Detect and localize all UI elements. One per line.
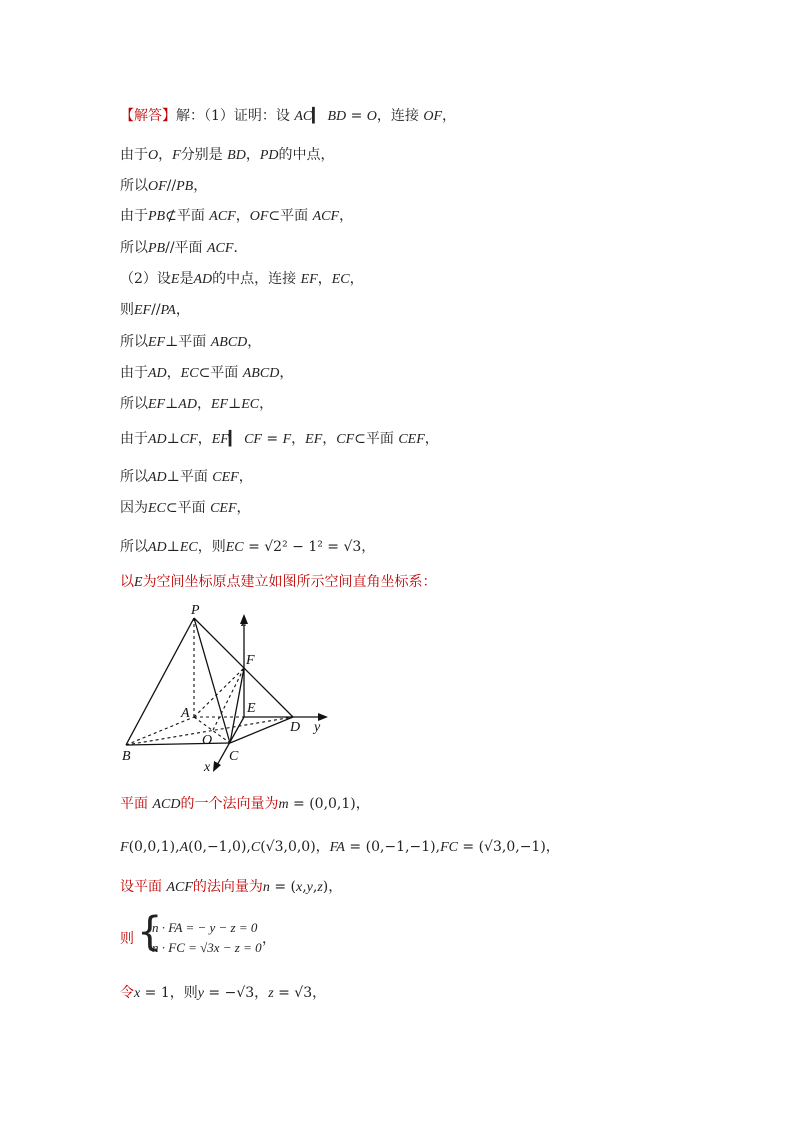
text-run: z: [268, 986, 274, 1001]
text-run: 因为: [120, 500, 148, 516]
text-run: y: [306, 880, 313, 895]
text-line-l15: [120, 573, 437, 592]
text-run: ,: [302, 879, 307, 895]
text-run: ⊂平面: [198, 365, 243, 381]
text-run: EC: [179, 540, 198, 555]
text-run: 由于: [120, 431, 148, 447]
text-line-l8: [120, 333, 261, 352]
text-run: = (√3,0,−1)，: [457, 839, 560, 855]
text-run: AD: [178, 397, 197, 412]
text-run: AD: [148, 366, 167, 381]
text-run: EC: [331, 272, 350, 287]
text-run: = (0,−1,−1),: [344, 839, 441, 855]
text-run: = √3，: [273, 985, 327, 1001]
system-row-1: n · FA = − y − z = 0: [152, 920, 258, 935]
text-run: F: [120, 840, 129, 855]
text-run: 的中点，: [278, 147, 335, 163]
text-run: CEF: [210, 501, 237, 516]
text-run: ⊂平面: [268, 208, 313, 224]
text-run: ，: [245, 147, 260, 163]
text-run: 设平面: [120, 879, 167, 895]
text-run: ，: [424, 431, 439, 447]
text-run: 由于: [120, 147, 148, 163]
text-line-l20: [120, 984, 326, 1003]
text-run: PB: [176, 179, 194, 194]
text-run: ⊂平面: [165, 500, 211, 516]
text-run: ，: [279, 365, 294, 381]
text-run: 的一个法向量为: [180, 796, 279, 812]
text-run: m: [278, 797, 289, 812]
text-run: CF: [179, 432, 198, 447]
text-run: ACF: [312, 209, 340, 224]
text-run: ABCD: [210, 335, 248, 350]
label-C: C: [229, 749, 239, 764]
text-run: 所以: [120, 539, 148, 555]
edge-BA-dashed: [126, 717, 194, 745]
text-run: BD: [327, 109, 347, 124]
text-run: 的中点，连接: [212, 271, 301, 287]
edge-PB: [126, 618, 194, 745]
system-suffix: ，: [262, 931, 276, 947]
text-run: C: [250, 840, 261, 855]
text-line-l18: [120, 878, 342, 897]
text-run: y: [197, 986, 204, 1001]
text-run: ▎: [228, 431, 245, 447]
edge-CD: [230, 717, 293, 743]
label-O: O: [202, 733, 213, 748]
text-run: //平面: [165, 240, 207, 256]
text-run: ACD: [152, 797, 181, 812]
label-P: P: [191, 603, 200, 618]
label-z: z: [241, 615, 247, 630]
text-run: CF: [244, 432, 262, 447]
text-run: (√3,0,0)，: [260, 839, 330, 855]
text-run: ，: [442, 108, 457, 124]
pyramid-figure: [118, 600, 348, 775]
text-run: 以: [120, 574, 134, 590]
text-run: （2）设: [120, 271, 171, 287]
text-run: F: [172, 148, 181, 163]
text-run: FC: [440, 840, 458, 855]
text-run: 所以: [120, 240, 148, 256]
text-run: ABCD: [242, 366, 280, 381]
text-line-l12: [120, 468, 253, 487]
text-run: 为空间坐标原点建立如图所示空间直角坐标系：: [142, 574, 437, 590]
text-line-l5: [120, 239, 247, 258]
text-run: ⊥: [165, 396, 179, 412]
text-run: EF: [211, 432, 229, 447]
text-run: 的法向量为: [192, 879, 263, 895]
text-run: = (: [269, 879, 296, 895]
text-line-l17: [120, 838, 560, 857]
text-run: 所以: [120, 178, 148, 194]
text-run: = √2² − 1² = √3，: [243, 539, 376, 555]
text-run: AD: [193, 272, 213, 287]
text-run: EF: [210, 397, 229, 412]
text-run: ，: [236, 500, 251, 516]
text-line-l14: [120, 538, 375, 557]
text-run: ACF: [207, 241, 234, 256]
text-run: (0,−1,0),: [188, 839, 251, 855]
text-run: ，: [235, 208, 250, 224]
text-run: O: [366, 109, 377, 124]
label-x: x: [204, 760, 211, 775]
text-run: //: [151, 302, 161, 318]
text-run: x: [296, 880, 303, 895]
text-run: ．: [233, 240, 248, 256]
label-E: E: [247, 701, 256, 716]
text-run: 令: [120, 985, 134, 1001]
system-prefix: 则: [120, 931, 134, 947]
label-D: D: [290, 720, 301, 735]
text-run: ⊥: [228, 396, 242, 412]
text-run: ，则: [197, 539, 226, 555]
text-run: AC: [294, 109, 313, 124]
text-run: x: [134, 986, 141, 1001]
text-run: EC: [241, 397, 260, 412]
text-run: ，: [158, 147, 173, 163]
text-run: 平面: [120, 796, 153, 812]
text-run: ，: [259, 396, 274, 412]
text-run: EC: [225, 540, 244, 555]
text-run: 所以: [120, 334, 148, 350]
label-B: B: [122, 749, 131, 764]
text-run: OF: [249, 209, 269, 224]
text-run: ，: [291, 431, 306, 447]
text-line-l9: [120, 364, 293, 383]
text-run: ，: [196, 396, 211, 412]
text-line-l11: [120, 430, 439, 449]
text-run: EF: [148, 335, 166, 350]
text-run: AD: [148, 432, 167, 447]
text-run: =: [346, 108, 367, 124]
text-line-l13: [120, 499, 251, 518]
text-run: E: [170, 272, 180, 287]
text-line-l4: [120, 207, 353, 226]
text-run: 由于: [120, 208, 148, 224]
text-run: //: [166, 178, 177, 194]
text-run: ，: [349, 271, 364, 287]
text-run: ，: [175, 302, 190, 318]
text-run: CEF: [398, 432, 425, 447]
text-run: (0,0,1),: [128, 839, 180, 855]
text-run: 解：（1）证明：设: [176, 108, 295, 124]
text-run: E: [134, 575, 143, 590]
system-row-2: n · FC = √3x − z = 0: [152, 940, 262, 955]
text-run: ⊥平面: [165, 334, 211, 350]
text-run: 则: [120, 302, 134, 318]
text-run: ACF: [166, 880, 193, 895]
text-run: F: [282, 432, 292, 447]
text-run: CF: [336, 432, 355, 447]
text-run: AD: [148, 470, 167, 485]
text-run: ，: [197, 431, 212, 447]
text-run: OF: [148, 179, 167, 194]
text-run: ⊄平面: [165, 208, 210, 224]
label-A: A: [181, 706, 190, 721]
text-run: )，: [322, 879, 343, 895]
text-run: ,: [312, 879, 318, 895]
text-run: = (0,0,1)，: [288, 796, 370, 812]
text-run: 是: [179, 271, 194, 287]
text-run: EF: [300, 272, 318, 287]
edge-BC: [126, 743, 230, 745]
text-run: ，: [339, 208, 354, 224]
text-run: EF: [148, 397, 166, 412]
text-run: ，连接: [376, 108, 424, 124]
text-run: = 1，则: [140, 985, 198, 1001]
text-run: ⊥: [166, 539, 180, 555]
text-run: ⊂平面: [354, 431, 399, 447]
text-run: ⊥平面: [166, 469, 213, 485]
text-line-l16: [120, 795, 370, 814]
text-line-l3: [120, 177, 207, 196]
text-run: n: [262, 880, 270, 895]
text-run: PB: [148, 209, 166, 224]
text-run: ，: [238, 469, 253, 485]
text-run: ⊥: [166, 431, 180, 447]
left-brace: {: [137, 909, 163, 955]
text-run: z: [317, 880, 323, 895]
text-run: EF: [134, 303, 152, 318]
text-run: PD: [259, 148, 279, 163]
text-run: PA: [160, 303, 176, 318]
text-run: FA: [329, 840, 345, 855]
text-run: =: [261, 431, 283, 447]
text-run: O: [148, 148, 159, 163]
text-run: 【解答】: [120, 108, 176, 124]
label-F: F: [246, 653, 255, 668]
text-run: 所以: [120, 396, 148, 412]
text-line-l1: [120, 107, 456, 126]
text-run: ▎: [312, 108, 328, 124]
text-run: EC: [180, 366, 199, 381]
text-line-l2: [120, 146, 334, 165]
text-run: ACF: [209, 209, 236, 224]
text-run: AD: [148, 540, 167, 555]
text-run: 分别是: [180, 147, 228, 163]
text-line-l10: [120, 395, 273, 414]
text-run: ，: [322, 431, 337, 447]
text-run: CEF: [212, 470, 239, 485]
x-arrow: [213, 761, 221, 772]
text-run: 所以: [120, 469, 148, 485]
text-run: = −√3，: [203, 985, 269, 1001]
text-run: ，: [193, 178, 208, 194]
text-run: EC: [148, 501, 166, 516]
text-run: PB: [148, 241, 166, 256]
text-run: A: [179, 840, 189, 855]
text-line-l7: [120, 301, 190, 320]
text-run: ，: [166, 365, 181, 381]
text-run: EF: [305, 432, 323, 447]
label-y: y: [314, 720, 321, 735]
text-run: ，: [247, 334, 262, 350]
text-run: OF: [423, 109, 443, 124]
text-run: BD: [227, 148, 246, 163]
text-line-l6: [120, 270, 364, 289]
text-run: ，: [317, 271, 332, 287]
edge-CF: [230, 668, 244, 743]
text-run: 由于: [120, 365, 148, 381]
